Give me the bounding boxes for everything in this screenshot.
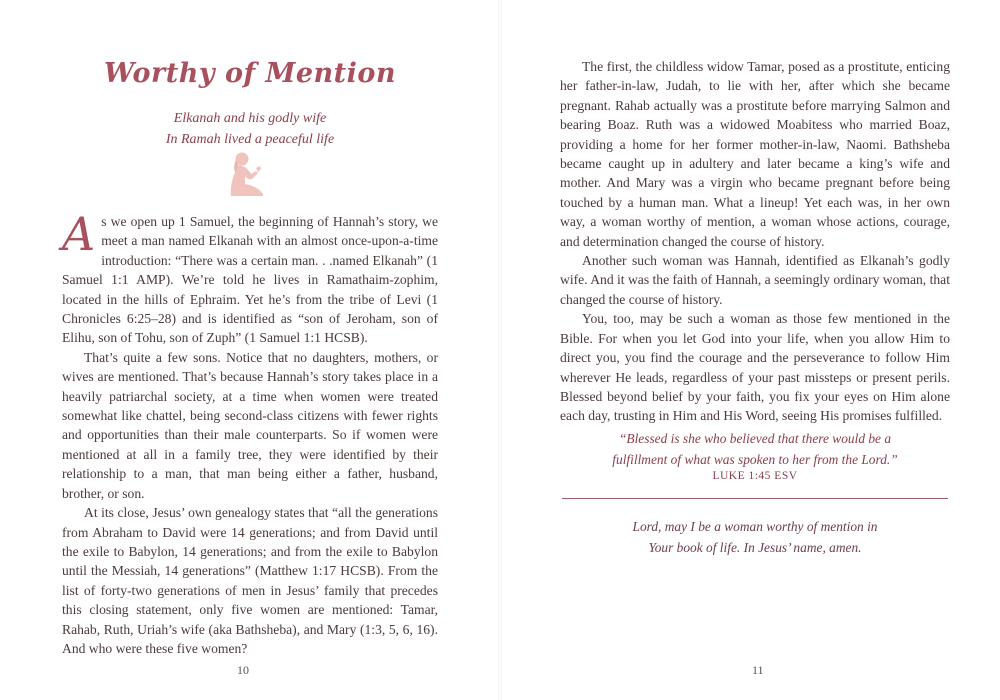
paragraph: Another such woman was Hannah, identified as Elkanah’s godly wife. And it was the faith of Hannah, a seemingly ordinary woman, that changed the course of history. — [560, 253, 950, 307]
chapter-title: Worthy of Mention — [103, 58, 397, 89]
quote-line-2: fulfillment of what was spoken to her from the Lord.” — [612, 452, 898, 467]
paragraph: That’s quite a few sons. Notice that no daughters, mothers, or wives are mentioned. That’s because Hannah’s story takes place in a heavily patriarchal society, at a time when women were treated somewhat like chattel, being second-class citizens with fewer rights and opportunities than their male counterparts. So if women were mentioned at all in a family tree, they were identified by their relationship to a man, that man being either a father, husband, brother, or son. — [62, 349, 438, 501]
prayer-line-1: Lord, may I be a woman worthy of mention in — [632, 519, 878, 534]
page-number-left: 10 — [237, 663, 249, 677]
quote-line-1: “Blessed is she who believed that there would be a — [618, 431, 892, 446]
verse-line-2: In Ramah lived a peaceful life — [165, 132, 335, 147]
paragraph: You, too, may be such a woman as those few mentioned in the Bible. For when you let God into your life, when you allow Him to direct you, you find the courage and the perseverance to follow Him wherever He leads, regardless of your past missteps or present perils. Blessed beyond belief by your faith, you fix your eyes on Him alone each day, trusting in Him and His Word, seeing His promises fulfilled. — [560, 311, 950, 424]
paragraph: As we open up 1 Samuel, the beginning of Hannah’s story, we meet a man named Elkanah with an almost once-upon-a-time introduction: “There was a certain man. . .named Elkanah” (1 Samuel 1:1 AMP). We’re told he lives in Ramathaim-zophim, located in the hills of Ephraim. Yet he’s from the tribe of Levi (1 Chronicles 6:25–28) and is identified as “son of Jeroham, son of Elihu, son of Tohu, son of Zuph” (1 Samuel 1:1 HCSB). — [62, 207, 438, 346]
opening-verse — [60, 108, 440, 150]
page-number-right: 11 — [752, 663, 764, 677]
body-text-right — [560, 57, 950, 426]
praying-woman-icon — [225, 150, 275, 198]
verse-line-1: Elkanah and his godly wife — [173, 111, 327, 126]
scripture-quote — [560, 428, 950, 470]
prayer-line-2: Your book of life. In Jesus’ name, amen. — [648, 540, 862, 555]
paragraph: The first, the childless widow Tamar, posed as a prostitute, enticing her father-in-law, Judah, to lie with her, after which she became pregnant. Rahab actually was a prostitute before marrying Salmon and bearing Boaz. Ruth was a widowed Moabitess who married Boaz, providing a home for her former mother-in-law, Naomi. Bathsheba became caught up in adultery and later became a king’s wife and mother. And Mary was a virgin who became pregnant before being touched by a human man. What a lineup! Yet each was, in her own way, a woman worthy of mention, a woman whose actions, courage, and determination changed the course of history. — [560, 59, 950, 249]
divider — [562, 498, 948, 499]
paragraph: At its close, Jesus’ own genealogy states that “all the generations from Abraham to David were 14 generations; and from David until the exile to Babylon, 14 generations; and from the exile to Babylon until the Messiah, 14 generations” (Matthew 1:17 HCSB). From the list of forty-two generations of men in Jesus’ family that precedes this closing statement, only five women are mentioned: Tamar, Rahab, Ruth, Uriah’s wife (aka Bathsheba), and Mary (1:3, 5, 6, 16). And who were these five women? — [62, 505, 438, 656]
drop-cap: A — [62, 207, 96, 261]
scripture-citation: LUKE 1:45 ESV — [712, 470, 798, 482]
closing-prayer — [560, 516, 950, 558]
right-page — [500, 0, 1000, 700]
body-text-left — [62, 207, 438, 658]
